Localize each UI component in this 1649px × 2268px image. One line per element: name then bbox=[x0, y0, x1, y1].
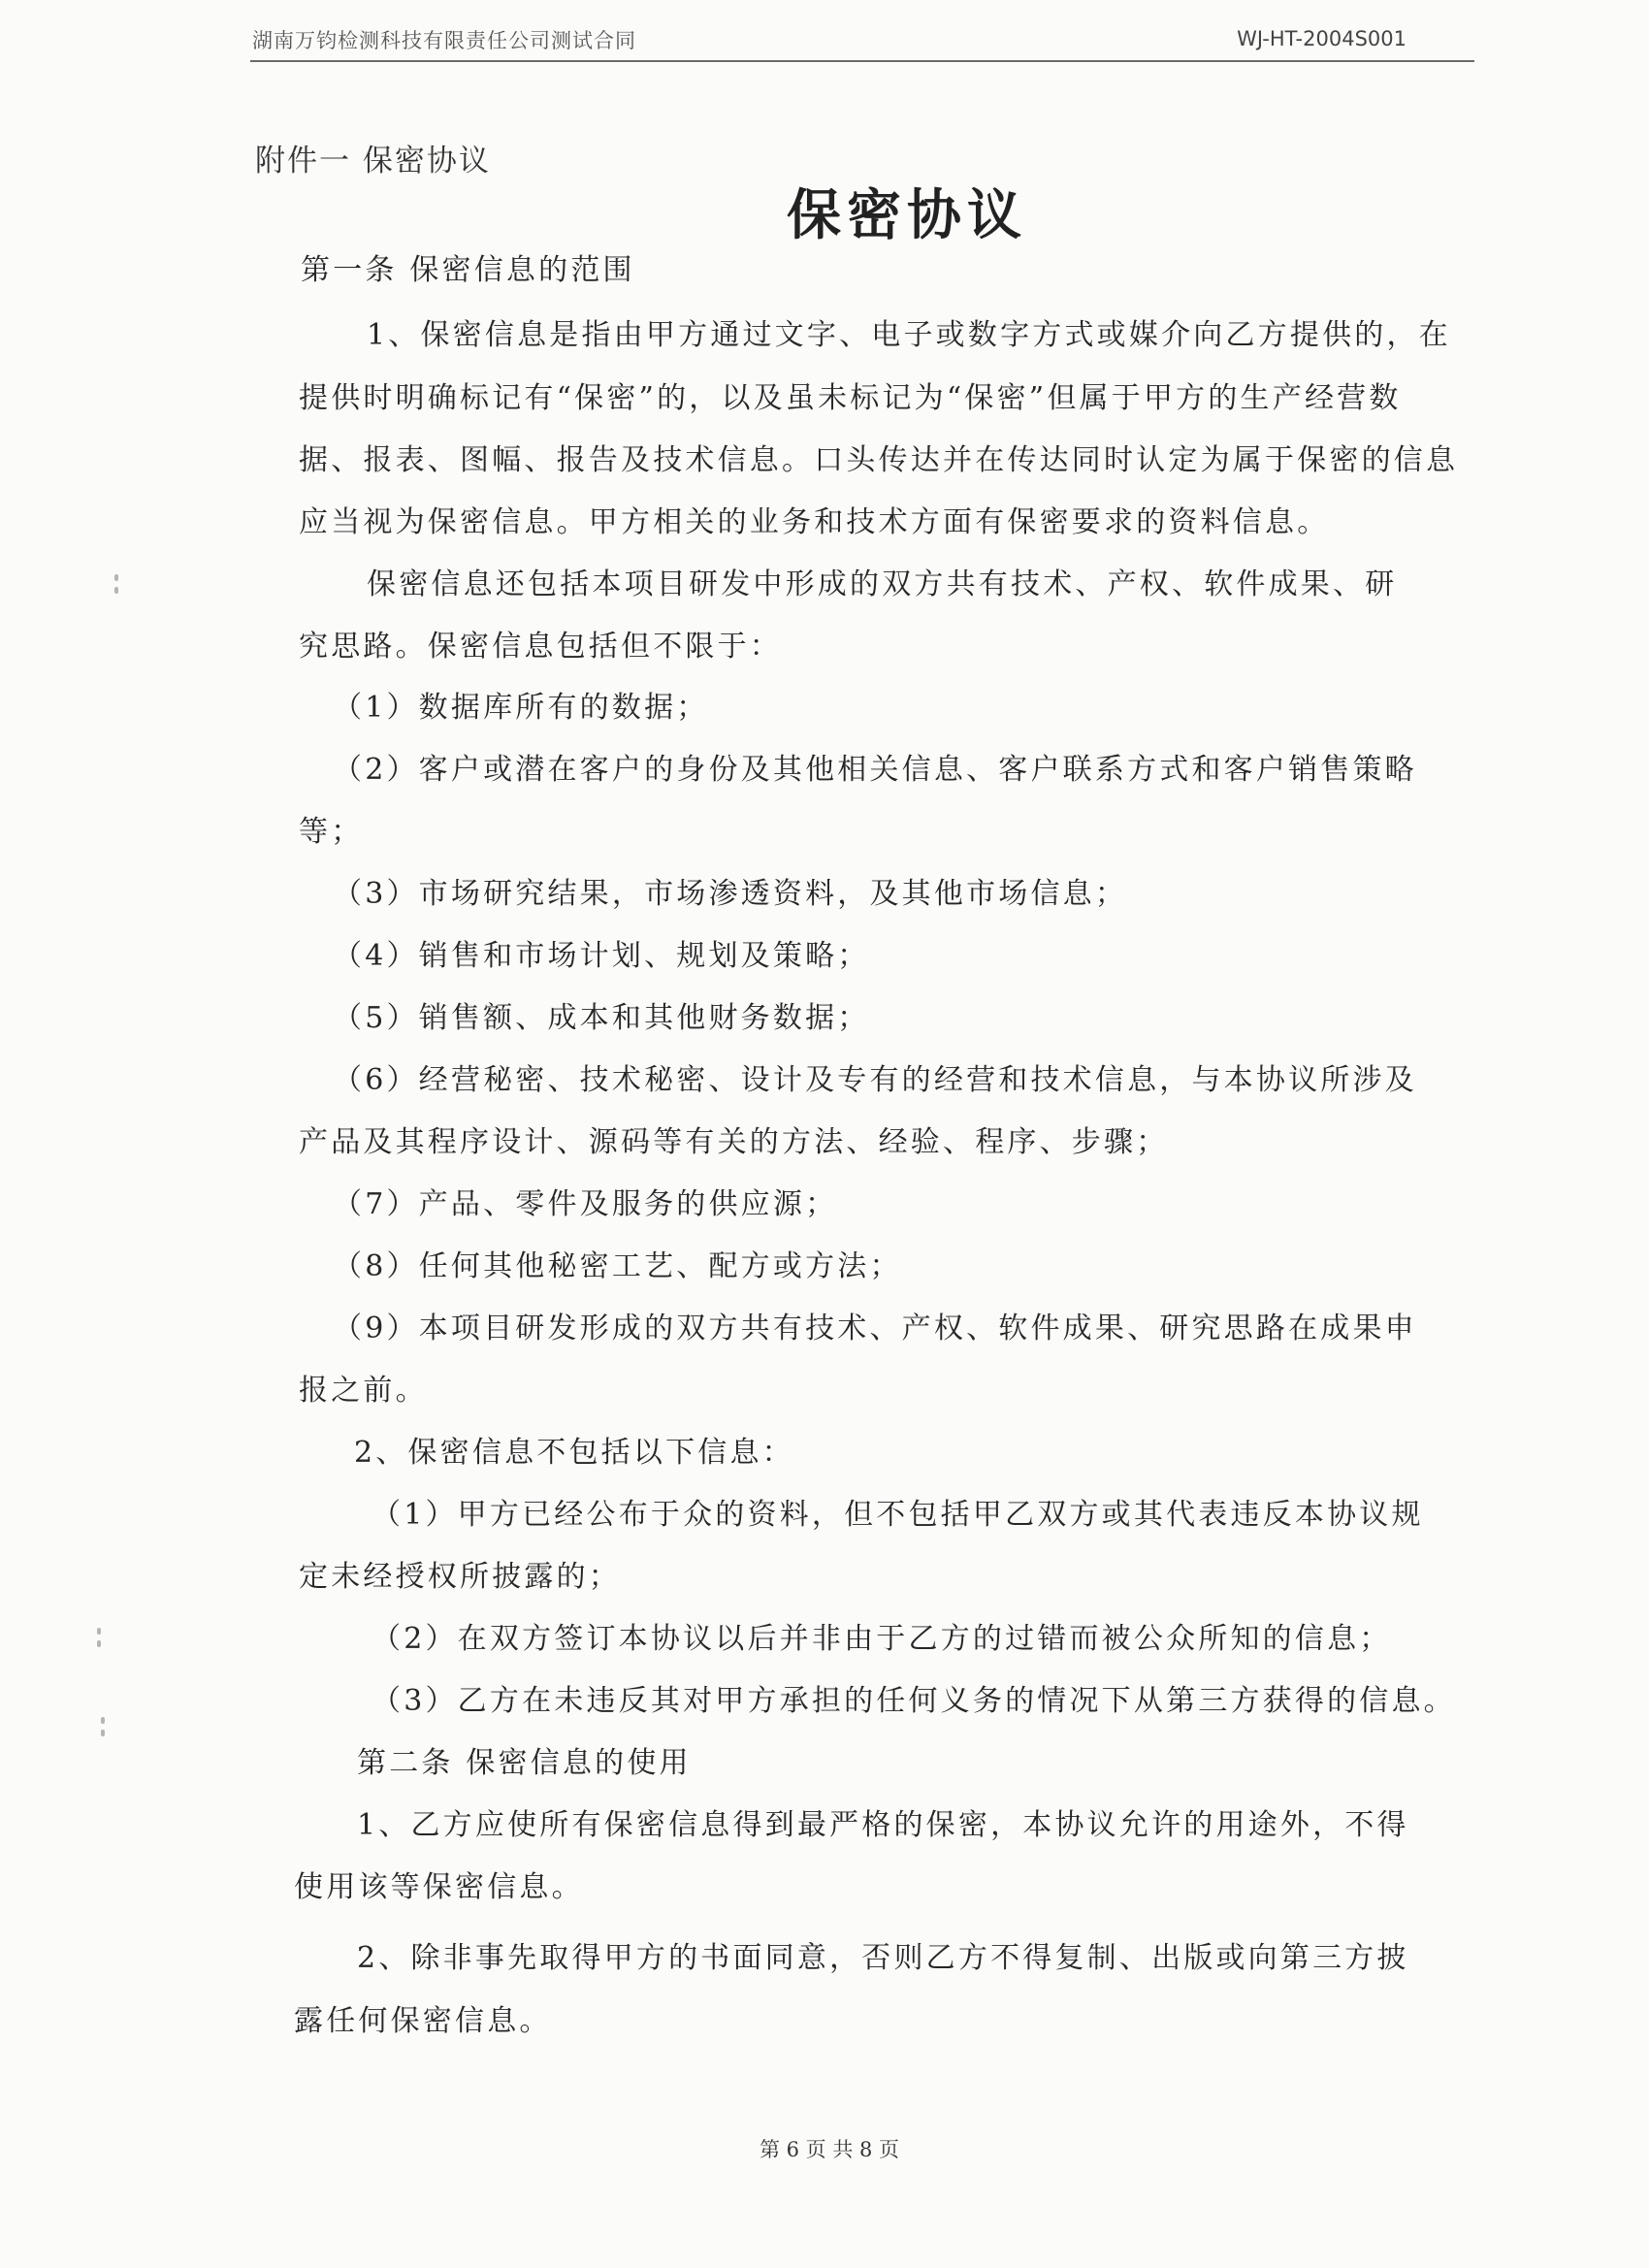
paragraph-line: 使用该等保密信息。 bbox=[294, 1870, 584, 1904]
paragraph-line: 1、乙方应使所有保密信息得到最严格的保密，本协议允许的用途外，不得 bbox=[357, 1808, 1409, 1842]
paragraph-line: 提供时明确标记有“保密”的，以及虽未标记为“保密”但属于甲方的生产经营数 bbox=[299, 381, 1402, 415]
scan-mark bbox=[97, 1628, 101, 1635]
paragraph-line: 据、报表、图幅、报告及技术信息。口头传达并在传达同时认定为属于保密的信息 bbox=[299, 443, 1459, 477]
list-item-continuation: 等； bbox=[299, 815, 364, 849]
header-company-name: 湖南万钧检测科技有限责任公司测试合同 bbox=[252, 29, 636, 52]
attachment-label: 附件一 保密协议 bbox=[255, 144, 491, 178]
list-item: （2）在双方签订本协议以后并非由于乙方的过错而被公众所知的信息； bbox=[372, 1622, 1392, 1656]
scan-mark bbox=[101, 1730, 105, 1736]
list-item: （5）销售额、成本和其他财务数据； bbox=[333, 1001, 870, 1035]
list-item: （3）市场研究结果，市场渗透资料，及其他市场信息； bbox=[333, 877, 1128, 911]
list-item: （1）数据库所有的数据； bbox=[333, 691, 709, 725]
list-item-continuation: 报之前。 bbox=[299, 1374, 428, 1408]
document-title: 保密协议 bbox=[787, 184, 1027, 247]
paragraph-line: 应当视为保密信息。甲方相关的业务和技术方面有保密要求的资料信息。 bbox=[299, 505, 1330, 539]
page-number: 第 6 页 共 8 页 bbox=[759, 2138, 900, 2161]
page-header bbox=[250, 21, 1474, 62]
list-item: （9）本项目研发形成的双方共有技术、产权、软件成果、研究思路在成果申 bbox=[333, 1312, 1417, 1345]
paragraph-line: 露任何保密信息。 bbox=[294, 2004, 552, 2038]
paragraph-line: 2、除非事先取得甲方的书面同意，否则乙方不得复制、出版或向第三方披 bbox=[357, 1941, 1409, 1975]
list-item: （7）产品、零件及服务的供应源； bbox=[333, 1187, 838, 1221]
header-document-code: WJ-HT-2004S001 bbox=[1237, 27, 1406, 50]
article-heading: 第一条 保密信息的范围 bbox=[301, 253, 635, 287]
paragraph-line: 保密信息还包括本项目研发中形成的双方共有技术、产权、软件成果、研 bbox=[367, 567, 1398, 601]
paragraph-line: 1、保密信息是指由甲方通过文字、电子或数字方式或媒介向乙方提供的，在 bbox=[367, 318, 1451, 352]
list-item: （4）销售和市场计划、规划及策略； bbox=[333, 939, 870, 973]
paragraph-line: 究思路。保密信息包括但不限于： bbox=[299, 630, 782, 664]
list-item: （8）任何其他秘密工艺、配方或方法； bbox=[333, 1249, 902, 1283]
list-item: （2）客户或潜在客户的身份及其他相关信息、客户联系方式和客户销售策略 bbox=[333, 753, 1417, 787]
scan-mark bbox=[101, 1717, 105, 1724]
scan-mark bbox=[114, 574, 118, 581]
scan-mark bbox=[97, 1640, 101, 1647]
list-item-continuation: 定未经授权所披露的； bbox=[299, 1560, 621, 1594]
paragraph-line: 2、保密信息不包括以下信息： bbox=[354, 1436, 794, 1470]
list-item: （3）乙方在未违反其对甲方承担的任何义务的情况下从第三方获得的信息。 bbox=[372, 1684, 1456, 1718]
article-heading: 第二条 保密信息的使用 bbox=[357, 1746, 692, 1780]
list-item: （1）甲方已经公布于众的资料，但不包括甲乙双方或其代表违反本协议规 bbox=[372, 1498, 1424, 1532]
list-item: （6）经营秘密、技术秘密、设计及专有的经营和技术信息，与本协议所涉及 bbox=[333, 1063, 1417, 1097]
list-item-continuation: 产品及其程序设计、源码等有关的方法、经验、程序、步骤； bbox=[299, 1125, 1169, 1159]
scan-mark bbox=[114, 587, 118, 594]
